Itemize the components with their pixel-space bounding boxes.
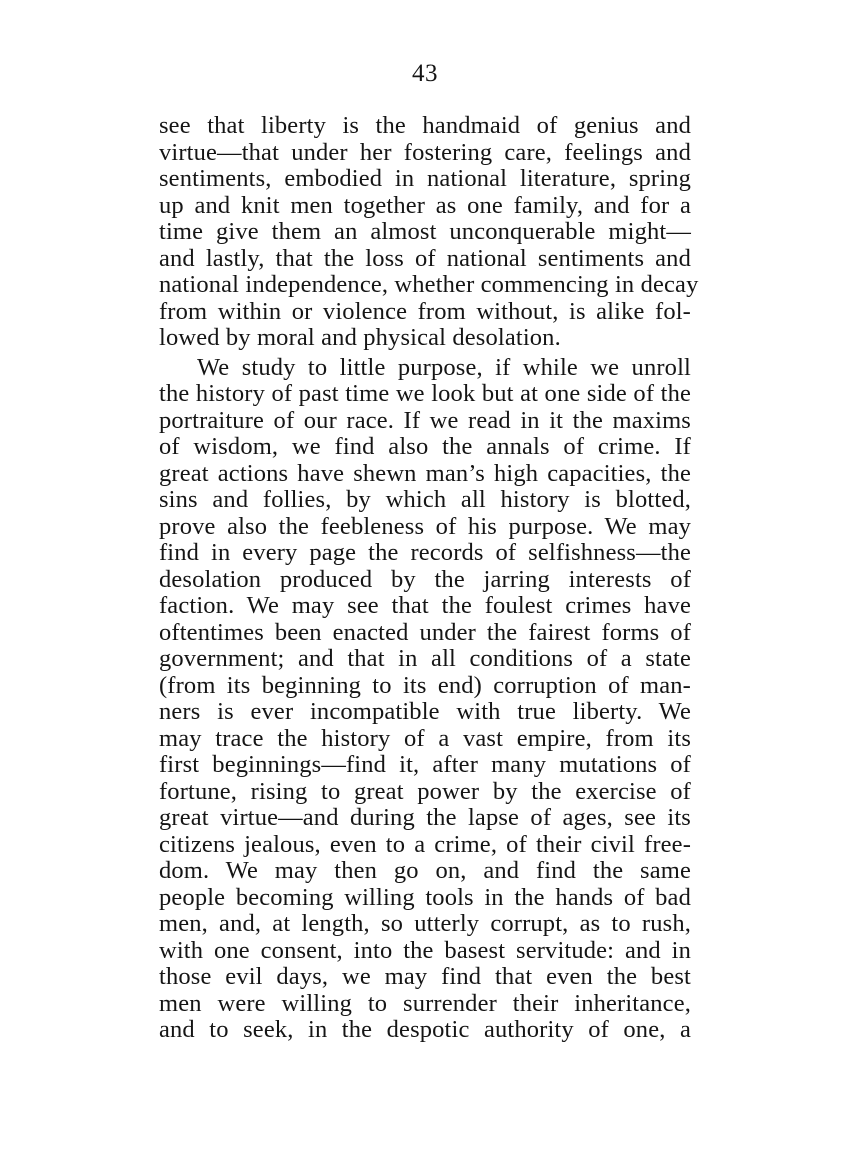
text-line: national independence, whether commencing in decay bbox=[159, 271, 699, 298]
text-line: men were willing to surrender their inheritance, bbox=[159, 989, 691, 1017]
text-line: people becoming willing tools in the hands of bad bbox=[159, 883, 691, 911]
text-line: faction. We may see that the foulest crimes have bbox=[159, 592, 691, 619]
text-line: see that liberty is the handmaid of genius and bbox=[159, 112, 691, 139]
text-line: great actions have shewn man’s high capacities, the bbox=[159, 459, 691, 487]
text-line: We study to little purpose, if while we unroll bbox=[197, 353, 691, 381]
text-line: desolation produced by the jarring interests of bbox=[159, 565, 691, 593]
text-line: and to seek, in the despotic authority of one, a bbox=[159, 1016, 691, 1043]
text-line: (from its beginning to its end) corruption of man- bbox=[159, 671, 691, 699]
text-line: portraiture of our race. If we read in it the maxims bbox=[159, 406, 691, 434]
text-line: first beginnings—find it, after many mutations of bbox=[159, 751, 691, 778]
text-line: and lastly, that the loss of national sentiments and bbox=[159, 244, 691, 272]
text-line: with one consent, into the basest servitude: and in bbox=[159, 936, 691, 964]
text-line: virtue—that under her fostering care, feelings and bbox=[159, 138, 691, 166]
text-line: of wisdom, we find also the annals of crime. If bbox=[159, 433, 691, 460]
text-line: find in every page the records of selfishness—the bbox=[159, 539, 691, 566]
body-text bbox=[159, 112, 699, 1047]
text-line: from within or violence from without, is alike fol- bbox=[159, 297, 691, 325]
text-line: government; and that in all conditions of a state bbox=[159, 645, 691, 672]
text-line: dom. We may then go on, and find the same bbox=[159, 857, 691, 884]
text-line: time give them an almost unconquerable might— bbox=[159, 218, 691, 245]
text-line: great virtue—and during the lapse of ages, see its bbox=[159, 804, 691, 831]
text-line: sentiments, embodied in national literature, spring bbox=[159, 165, 691, 192]
text-line: ners is ever incompatible with true liberty. We bbox=[159, 698, 691, 725]
paragraph-1 bbox=[159, 112, 699, 352]
text-line: fortune, rising to great power by the exercise of bbox=[159, 777, 691, 805]
paragraph-2 bbox=[159, 355, 691, 1044]
text-line: sins and follies, by which all history is blotted, bbox=[159, 486, 691, 513]
text-line: the history of past time we look but at one side of the bbox=[159, 380, 691, 407]
page-number: 43 bbox=[412, 60, 438, 87]
text-line: those evil days, we may find that even the best bbox=[159, 963, 691, 990]
text-line: may trace the history of a vast empire, from its bbox=[159, 724, 691, 752]
text-line: up and knit men together as one family, and for a bbox=[159, 191, 691, 219]
text-line: prove also the feebleness of his purpose. We may bbox=[159, 512, 691, 540]
text-line: oftentimes been enacted under the fairest forms of bbox=[159, 618, 691, 646]
text-line: citizens jealous, even to a crime, of their civil free- bbox=[159, 830, 691, 858]
text-line: lowed by moral and physical desolation. bbox=[159, 324, 561, 351]
text-line: men, and, at length, so utterly corrupt, as to rush, bbox=[159, 910, 691, 937]
